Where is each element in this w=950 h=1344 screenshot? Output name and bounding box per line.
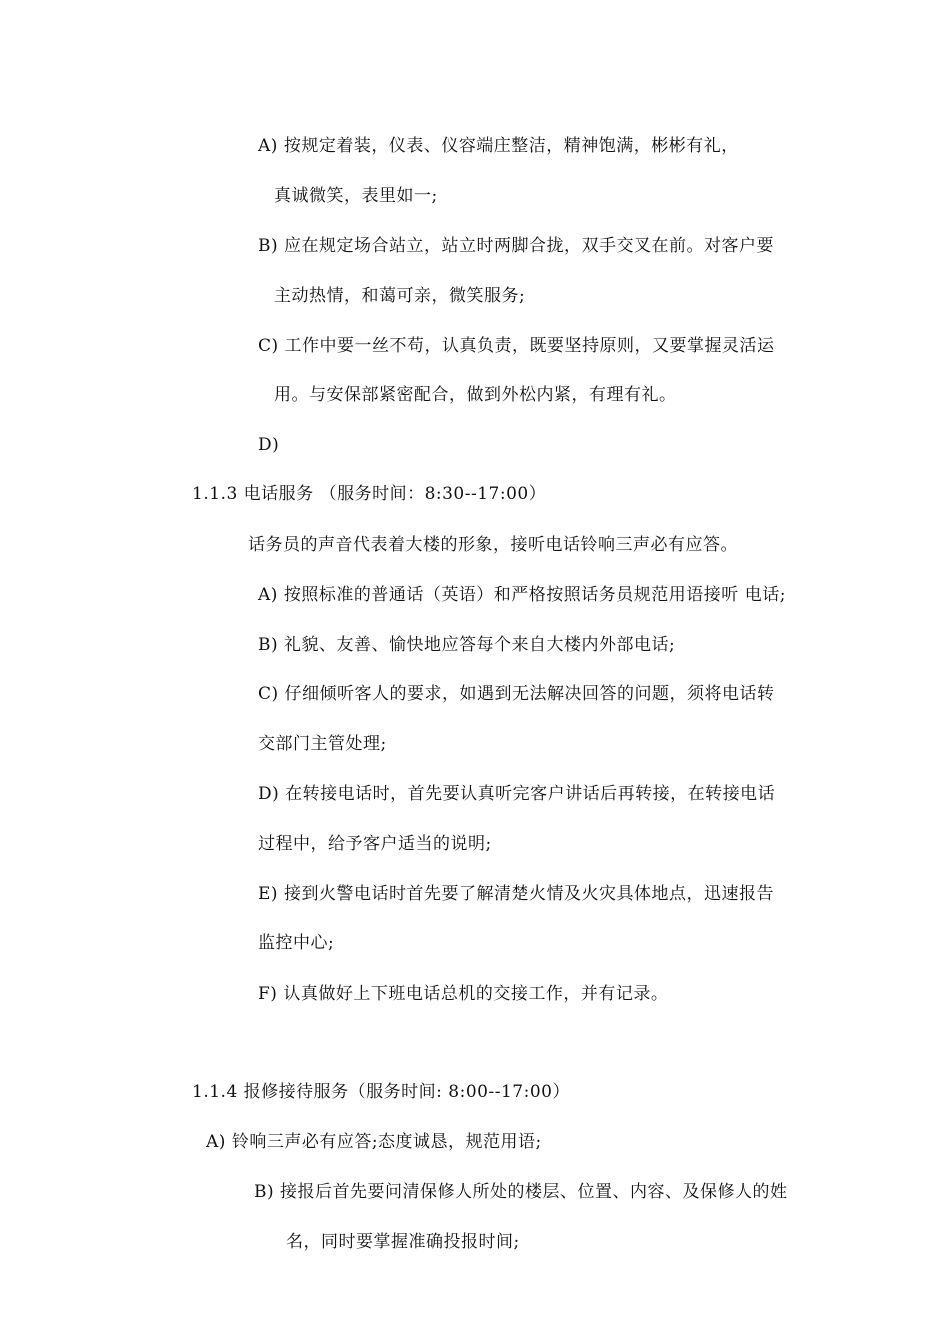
list-item: 过程中，给予客户适当的说明; [258, 834, 492, 854]
list-item: B) 应在规定场合站立，站立时两脚合拢，双手交叉在前。对客户要 [258, 236, 775, 256]
section-heading: 1.1.3 电话服务 （服务时间：8:30--17:00） [192, 484, 547, 504]
list-item: B) 礼貌、友善、愉快地应答每个来自大楼内外部电话; [258, 635, 676, 655]
list-item: 交部门主管处理; [258, 734, 387, 754]
list-item: 名，同时要掌握准确投报时间; [286, 1232, 520, 1252]
list-item: C) 工作中要一丝不苟，认真负责，既要坚持原则，又要掌握灵活运 [258, 336, 775, 356]
list-item: E) 接到火警电话时首先要了解清楚火情及火灾具体地点，迅速报告 [258, 884, 774, 904]
section-heading: 1.1.4 报修接待服务（服务时间: 8:00--17:00） [192, 1082, 570, 1102]
list-item: D) 在转接电话时，首先要认真听完客户讲话后再转接，在转接电话 [258, 784, 776, 804]
list-item: 用。与安保部紧密配合，做到外松内紧，有理有礼。 [274, 385, 677, 405]
list-item: A) 铃响三声必有应答;态度诚恳，规范用语; [206, 1132, 542, 1152]
list-item: 主动热情，和蔼可亲，微笑服务; [274, 286, 526, 306]
list-item: 监控中心; [258, 933, 335, 953]
list-item: B) 接报后首先要问清保修人所处的楼层、位置、内容、及保修人的姓 [254, 1182, 788, 1202]
list-item: A) 按照标准的普通话（英语）和严格按照话务员规范用语接听 电话; [258, 585, 786, 605]
list-item: 真诚微笑，表里如一; [274, 186, 438, 206]
list-item: D) [258, 435, 280, 455]
list-item: C) 仔细倾听客人的要求，如遇到无法解决回答的问题，须将电话转 [258, 684, 775, 704]
paragraph: 话务员的声音代表着大楼的形象，接听电话铃响三声必有应答。 [248, 535, 738, 555]
list-item: F) 认真做好上下班电话总机的交接工作，并有记录。 [258, 984, 669, 1004]
list-item: A) 按规定着装，仪表、仪容端庄整洁，精神饱满，彬彬有礼， [258, 136, 739, 156]
